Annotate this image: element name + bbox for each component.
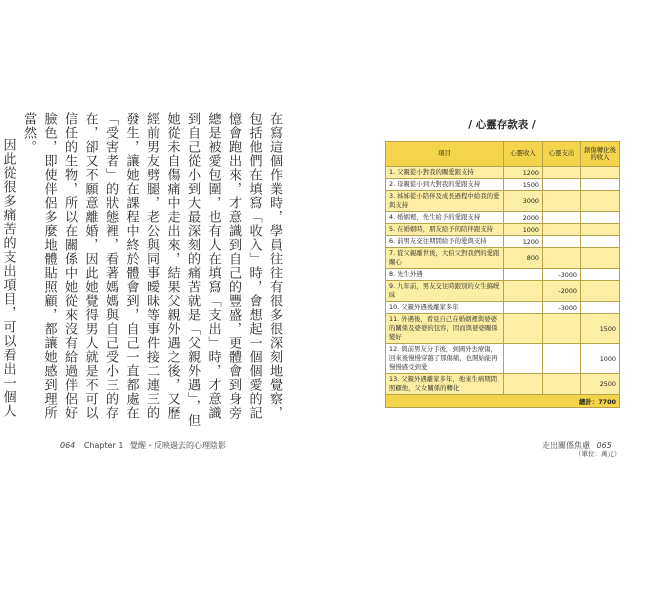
column-header-transformed: 創傷轉化後的收入 xyxy=(581,142,620,167)
table-row xyxy=(386,374,620,395)
row-transformed xyxy=(581,224,620,236)
left-page-body xyxy=(0,112,284,428)
row-item: 2. 母親從小到大對我的愛跟支持 xyxy=(386,179,504,191)
row-income xyxy=(504,302,543,314)
row-transformed xyxy=(581,302,620,314)
row-income: 800 xyxy=(504,248,543,269)
row-income: 1500 xyxy=(504,179,543,191)
row-expense xyxy=(543,191,581,212)
row-expense xyxy=(543,236,581,248)
row-item: 4. 婚姻裡，先生給予的愛跟支持 xyxy=(386,212,504,224)
row-expense xyxy=(543,248,581,269)
table-title: / 心靈存款表 / xyxy=(468,119,536,131)
row-item: 9. 九年前，男友交往時跟別的女生搞曖昧 xyxy=(386,281,504,302)
column-header-item: 項目 xyxy=(386,142,504,167)
row-transformed xyxy=(581,212,620,224)
row-expense xyxy=(543,224,581,236)
table-row xyxy=(386,314,620,344)
row-income xyxy=(504,374,543,395)
row-item: 8. 先生外遇 xyxy=(386,269,504,281)
row-item: 3. 姊姊從小陪伴及成長過程中給我的愛與支持 xyxy=(386,191,504,212)
table-row xyxy=(386,167,620,179)
row-income xyxy=(504,314,543,344)
row-item: 1. 父親從小對我的關愛跟支持 xyxy=(386,167,504,179)
row-item: 10. 父親外遇後離家多年 xyxy=(386,302,504,314)
row-expense xyxy=(543,314,581,344)
paragraph: 因此從很多痛苦的支出項目，可以看出一個人 xyxy=(0,138,16,419)
row-income: 2000 xyxy=(504,212,543,224)
row-income: 1000 xyxy=(504,224,543,236)
page-number: 064 xyxy=(60,441,76,450)
table-row xyxy=(386,269,620,281)
table-row xyxy=(386,248,620,269)
table-row xyxy=(386,224,620,236)
row-item: 13. 父親外遇離家多年，他來生病期間照顧他，父女關係的轉化 xyxy=(386,374,504,395)
book-title: 走出關係焦慮 xyxy=(542,441,590,450)
row-item: 5. 在婚姻時，朋友給予的陪伴跟支持 xyxy=(386,224,504,236)
total-value: 總計：7700 xyxy=(386,395,620,408)
row-transformed: 1500 xyxy=(581,314,620,344)
row-item: 7. 從父親離世後，大伯父對我們的愛跟關心 xyxy=(386,248,504,269)
row-income: 1200 xyxy=(504,236,543,248)
table-row xyxy=(386,344,620,374)
table-header-row xyxy=(386,142,620,167)
column-header-expense: 心靈支出 xyxy=(543,142,581,167)
row-transformed xyxy=(581,269,620,281)
row-transformed xyxy=(581,167,620,179)
row-transformed xyxy=(581,281,620,302)
row-income: 1200 xyxy=(504,167,543,179)
row-expense: -2000 xyxy=(543,281,581,302)
table-row xyxy=(386,212,620,224)
row-transformed xyxy=(581,191,620,212)
row-item: 6. 前男友交往期間給予的愛與支持 xyxy=(386,236,504,248)
column-header-income: 心靈收入 xyxy=(504,142,543,167)
page-number: 065 xyxy=(596,441,612,450)
row-income xyxy=(504,269,543,281)
table-row xyxy=(386,191,620,212)
row-expense xyxy=(543,374,581,395)
chapter-label: Chapter 1 xyxy=(83,441,124,450)
row-income xyxy=(504,344,543,374)
unit-note: （單位：萬元） xyxy=(575,450,621,458)
total-row xyxy=(386,395,620,408)
row-transformed: 1000 xyxy=(581,344,620,374)
table-row xyxy=(386,236,620,248)
row-transformed: 2500 xyxy=(581,374,620,395)
row-income xyxy=(504,281,543,302)
paragraph: 在寫這個作業時，學員往往有很多很深刻地覺察，包括他們在填寫「收入」時，會想起一個個愛的記憶會跑出來，才意識到自己的豐盛，更體會到身旁總是被愛包圍，也有人在填寫「支出」時，才意識到自己從小到大最深刻的痛苦就是「父親外遇」，但她從未自傷痛中走出來，結果父親外遇之後，又歷經前男友劈腿，老公與同事曖昧等事件接二連三的發生，讓她在課程中終於體會到，自己一直都處在「受害者」的狀態裡，看著媽媽與自己受小三的存在，卻又不願意離婚，因此她覺得男人就是不可以信任的生物，所以在關係中她從來沒有給過伴侶好臉色，即使伴侶多麼地體貼照顧，都讓她感到理所當然。 xyxy=(21,112,282,428)
left-page-footer xyxy=(60,440,226,451)
table-body xyxy=(386,167,620,395)
row-expense: -3000 xyxy=(543,302,581,314)
table-row xyxy=(386,281,620,302)
row-income: 3000 xyxy=(504,191,543,212)
row-expense xyxy=(543,179,581,191)
row-transformed xyxy=(581,179,620,191)
chapter-title: 覺醒・反映過去的心理陰影 xyxy=(130,441,226,450)
row-expense: -3000 xyxy=(543,269,581,281)
spiritual-savings-table xyxy=(385,141,620,408)
row-item: 12. 與前男友分手後，到國外去療傷，回來後慢慢穿越了那傷痛，也開始能再慢慢感受到愛 xyxy=(386,344,504,374)
row-transformed xyxy=(581,248,620,269)
row-expense xyxy=(543,344,581,374)
table-row xyxy=(386,302,620,314)
row-expense xyxy=(543,212,581,224)
row-item: 11. 外遇後，看見自己在婚姻裡與婆婆的關係及婆婆的包容，因而與婆婆關係變好 xyxy=(386,314,504,344)
table-row xyxy=(386,179,620,191)
row-expense xyxy=(543,167,581,179)
right-page-footer xyxy=(542,440,612,451)
row-transformed xyxy=(581,236,620,248)
